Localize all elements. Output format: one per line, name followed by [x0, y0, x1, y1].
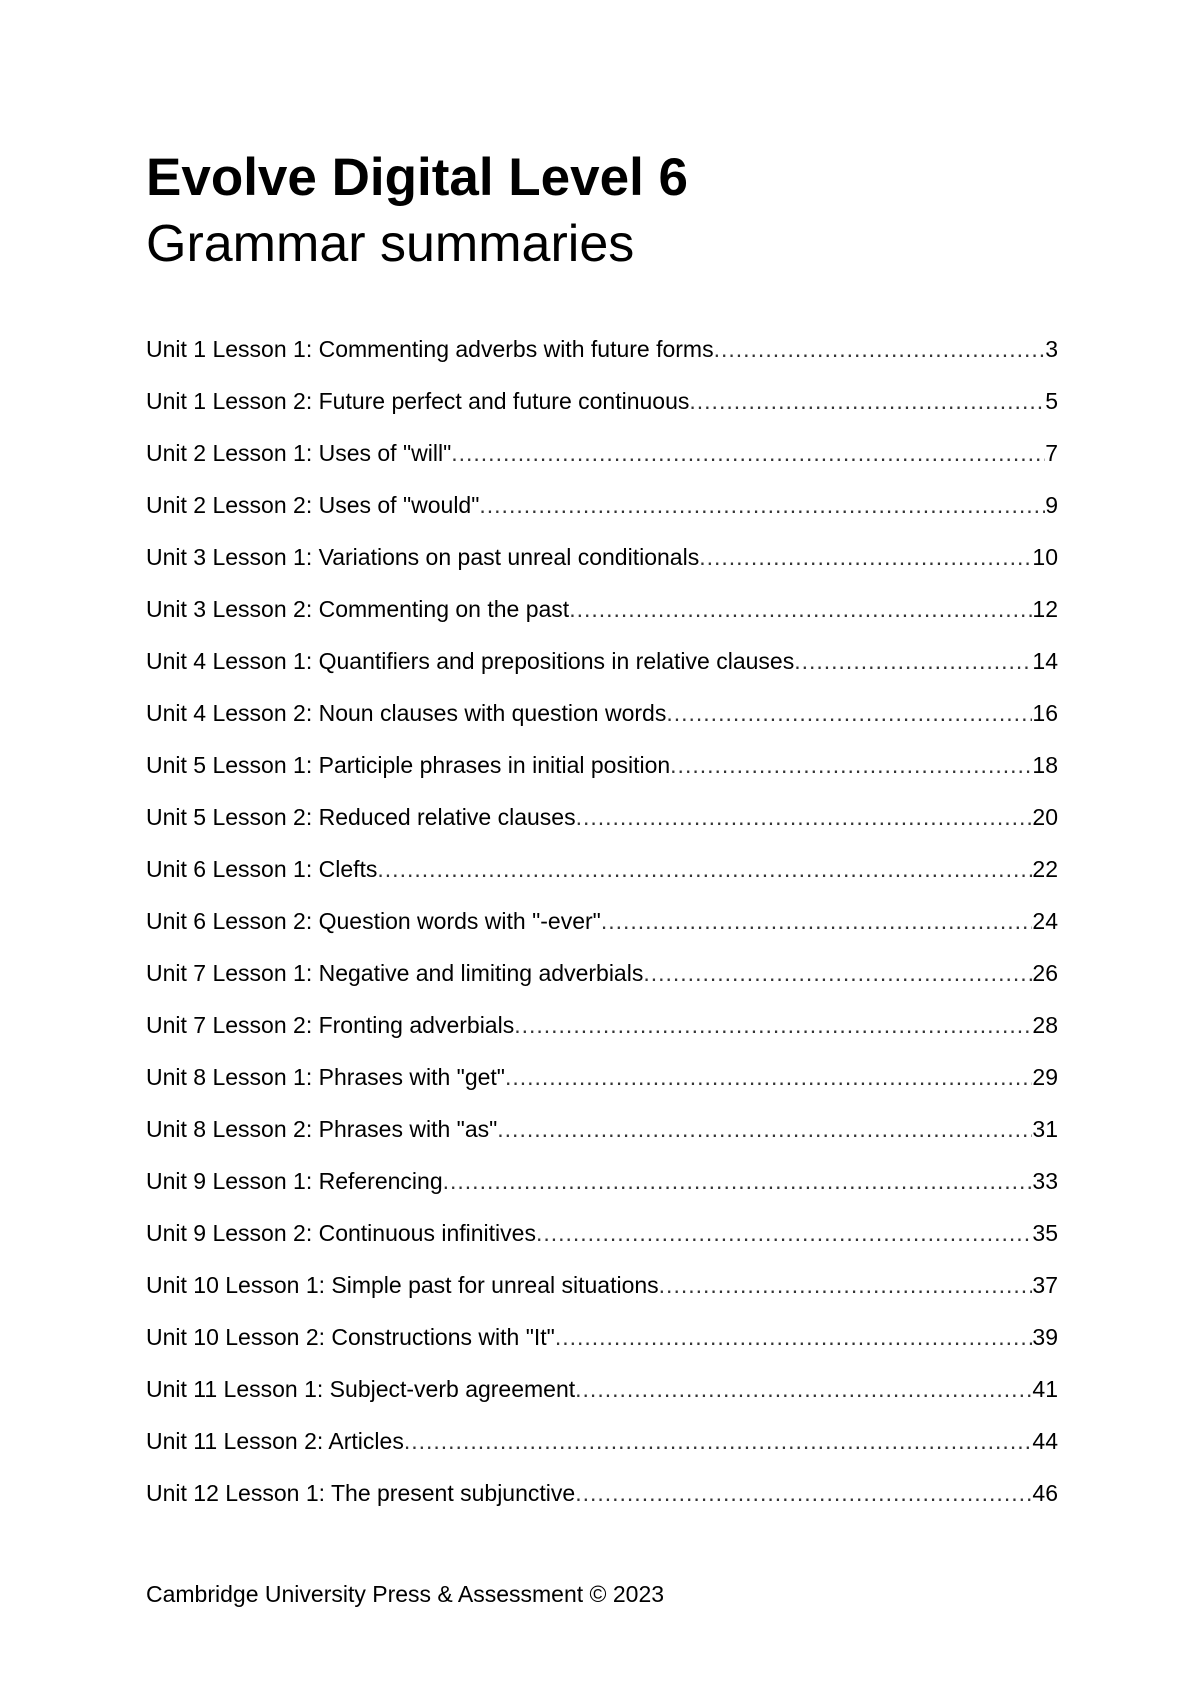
toc-entry[interactable] [146, 1372, 1058, 1424]
toc-dot-leader [575, 1372, 1032, 1406]
toc-entry[interactable] [146, 696, 1058, 748]
toc-entry-page: 31 [1032, 1116, 1058, 1142]
toc-entry-page: 24 [1032, 908, 1058, 934]
toc-entry-page: 18 [1032, 752, 1058, 778]
document-title: Evolve Digital Level 6 [146, 148, 689, 207]
toc-entry-label: Unit 6 Lesson 2: Question words with "-ever" [146, 908, 601, 934]
toc-dot-leader [659, 1268, 1033, 1302]
toc-entry-page: 29 [1032, 1064, 1058, 1090]
toc-entry-page: 33 [1032, 1168, 1058, 1194]
toc-dot-leader [689, 384, 1045, 418]
toc-entry-page: 37 [1032, 1272, 1058, 1298]
toc-entry-label: Unit 7 Lesson 1: Negative and limiting adverbials [146, 960, 644, 986]
toc-entry-label: Unit 4 Lesson 1: Quantifiers and prepositions in relative clauses [146, 648, 795, 674]
toc-entry-page: 5 [1045, 388, 1058, 414]
toc-entry[interactable] [146, 436, 1058, 488]
toc-entry-page: 12 [1032, 596, 1058, 622]
toc-dot-leader [514, 1008, 1032, 1042]
toc-entry[interactable] [146, 540, 1058, 592]
toc-dot-leader [643, 956, 1032, 990]
toc-dot-leader [555, 1320, 1033, 1354]
toc-dot-leader [601, 904, 1033, 938]
toc-entry-page: 41 [1032, 1376, 1058, 1402]
toc-dot-leader [505, 1060, 1032, 1094]
toc-entry-label: Unit 1 Lesson 2: Future perfect and future continuous [146, 388, 690, 414]
toc-dot-leader [794, 644, 1032, 678]
toc-entry-label: Unit 11 Lesson 2: Articles [146, 1428, 404, 1454]
toc-entry[interactable] [146, 644, 1058, 696]
toc-entry[interactable] [146, 1216, 1058, 1268]
toc-dot-leader [714, 332, 1046, 366]
toc-entry-label: Unit 9 Lesson 2: Continuous infinitives [146, 1220, 536, 1246]
toc-dot-leader [451, 436, 1045, 470]
toc-entry-page: 3 [1045, 336, 1058, 362]
toc-entry-label: Unit 8 Lesson 1: Phrases with "get" [146, 1064, 505, 1090]
toc-entry-label: Unit 11 Lesson 1: Subject-verb agreement [146, 1376, 576, 1402]
toc-entry-label: Unit 12 Lesson 1: The present subjunctive [146, 1480, 576, 1506]
toc-entry-label: Unit 4 Lesson 2: Noun clauses with question words [146, 700, 667, 726]
toc-dot-leader [479, 488, 1045, 522]
toc-entry-label: Unit 3 Lesson 1: Variations on past unreal conditionals [146, 544, 700, 570]
toc-entry-label: Unit 6 Lesson 1: Clefts [146, 856, 378, 882]
toc-dot-leader [569, 592, 1032, 626]
toc-entry-label: Unit 10 Lesson 2: Constructions with "It" [146, 1324, 555, 1350]
toc-entry-label: Unit 5 Lesson 1: Participle phrases in initial position [146, 752, 671, 778]
toc-entry-page: 14 [1032, 648, 1058, 674]
toc-entry[interactable] [146, 1476, 1058, 1528]
toc-dot-leader [536, 1216, 1032, 1250]
toc-entry[interactable] [146, 1008, 1058, 1060]
toc-entry[interactable] [146, 1424, 1058, 1476]
toc-entry-label: Unit 9 Lesson 1: Referencing [146, 1168, 443, 1194]
toc-entry[interactable] [146, 956, 1058, 1008]
toc-entry-page: 35 [1032, 1220, 1058, 1246]
toc-entry-label: Unit 7 Lesson 2: Fronting adverbials [146, 1012, 515, 1038]
toc-dot-leader [666, 696, 1032, 730]
toc-entry-label: Unit 2 Lesson 1: Uses of "will" [146, 440, 452, 466]
toc-entry[interactable] [146, 384, 1058, 436]
toc-entry[interactable] [146, 1164, 1058, 1216]
toc-entry[interactable] [146, 1268, 1058, 1320]
toc-entry[interactable] [146, 800, 1058, 852]
table-of-contents [146, 332, 1058, 1528]
toc-entry-page: 22 [1032, 856, 1058, 882]
toc-dot-leader [670, 748, 1032, 782]
toc-dot-leader [576, 800, 1033, 834]
toc-entry[interactable] [146, 1112, 1058, 1164]
toc-entry-label: Unit 5 Lesson 2: Reduced relative clauses [146, 804, 576, 830]
toc-entry-page: 28 [1032, 1012, 1058, 1038]
toc-dot-leader [497, 1112, 1032, 1146]
toc-entry-page: 39 [1032, 1324, 1058, 1350]
toc-entry-page: 46 [1032, 1480, 1058, 1506]
toc-entry[interactable] [146, 852, 1058, 904]
toc-entry[interactable] [146, 748, 1058, 800]
toc-entry-page: 16 [1032, 700, 1058, 726]
toc-entry[interactable] [146, 332, 1058, 384]
toc-entry[interactable] [146, 1060, 1058, 1112]
toc-entry-label: Unit 10 Lesson 1: Simple past for unreal situations [146, 1272, 659, 1298]
copyright-footer: Cambridge University Press & Assessment © 2023 [146, 1581, 665, 1607]
toc-entry-label: Unit 1 Lesson 1: Commenting adverbs with future forms [146, 336, 714, 362]
toc-entry[interactable] [146, 1320, 1058, 1372]
toc-entry[interactable] [146, 488, 1058, 540]
toc-entry-page: 20 [1032, 804, 1058, 830]
toc-entry[interactable] [146, 904, 1058, 956]
toc-entry-page: 9 [1045, 492, 1058, 518]
toc-entry[interactable] [146, 592, 1058, 644]
toc-dot-leader [575, 1476, 1032, 1510]
toc-entry-label: Unit 2 Lesson 2: Uses of "would" [146, 492, 480, 518]
toc-entry-page: 26 [1032, 960, 1058, 986]
toc-dot-leader [699, 540, 1032, 574]
toc-entry-label: Unit 8 Lesson 2: Phrases with "as" [146, 1116, 498, 1142]
toc-entry-page: 44 [1032, 1428, 1058, 1454]
toc-dot-leader [377, 852, 1032, 886]
toc-dot-leader [443, 1164, 1033, 1198]
toc-dot-leader [404, 1424, 1033, 1458]
toc-entry-page: 10 [1032, 544, 1058, 570]
toc-entry-page: 7 [1045, 440, 1058, 466]
document-subtitle: Grammar summaries [146, 215, 635, 273]
toc-entry-label: Unit 3 Lesson 2: Commenting on the past [146, 596, 570, 622]
